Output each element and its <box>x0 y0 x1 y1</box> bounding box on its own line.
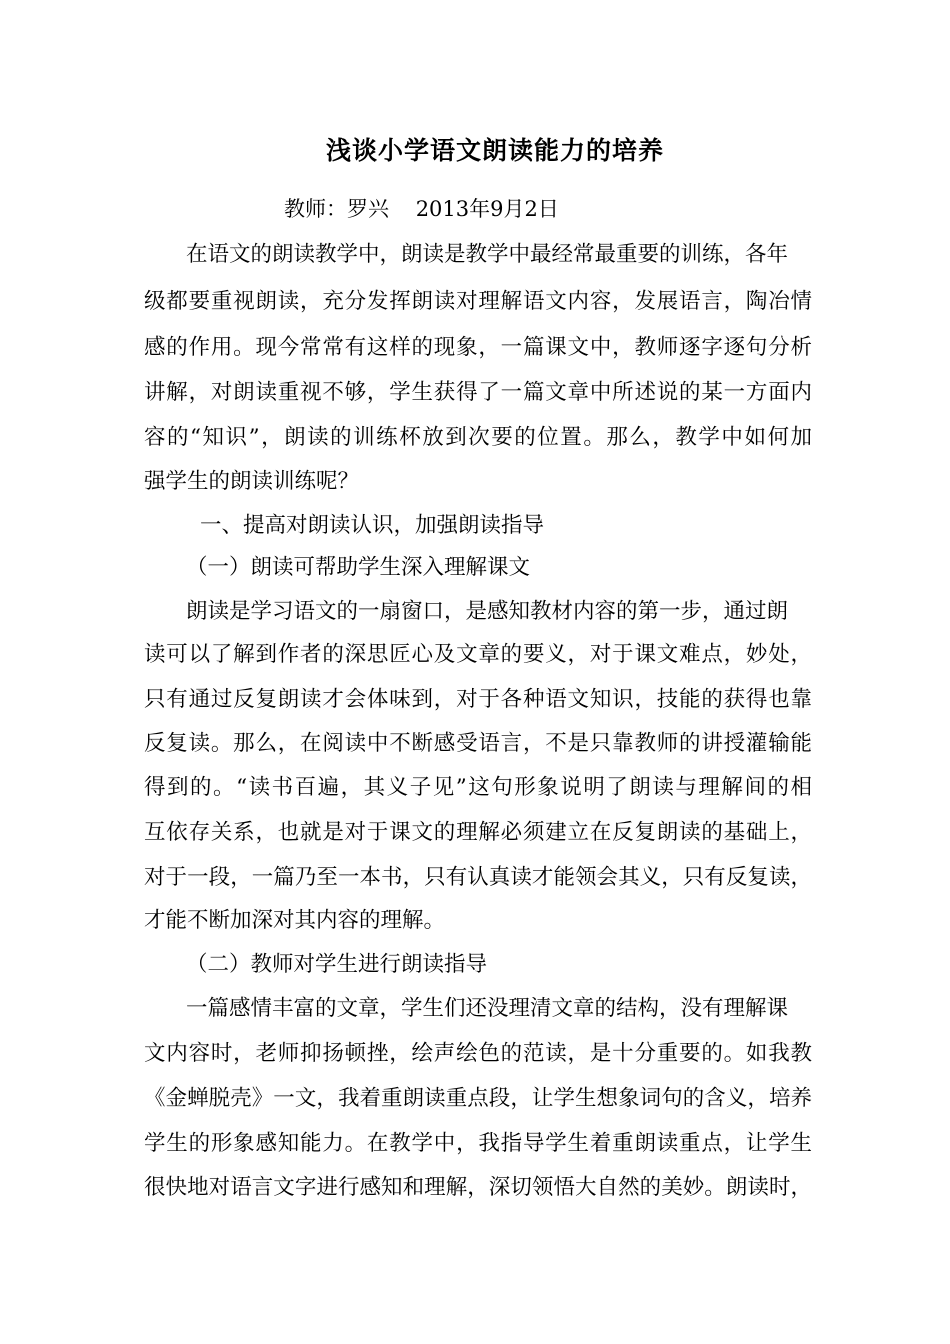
paragraph-line: 容的“知识”，朗读的训练杯放到次要的位置。那么，教学中如何加 <box>144 425 812 450</box>
subsection-heading: （二）教师对学生进行朗读指导 <box>186 952 488 977</box>
document-title: 浅谈小学语文朗读能力的培养 <box>325 136 664 165</box>
subsection-heading: （一）朗读可帮助学生深入理解课文 <box>186 555 531 580</box>
paragraph-line: 强学生的朗读训练呢？ <box>144 469 360 494</box>
paragraph-line: 互依存关系，也就是对于课文的理解必须建立在反复朗读的基础上， <box>144 820 812 845</box>
paragraph-line: 才能不断加深对其内容的理解。 <box>144 908 446 933</box>
paragraph-line: 只有通过反复朗读才会体味到，对于各种语文知识，技能的获得也靠 <box>144 687 812 712</box>
paragraph-line: 在语文的朗读教学中，朗读是教学中最经常最重要的训练，各年 <box>186 242 789 267</box>
paragraph-line: 得到的。“读书百遍，其义子见”这句形象说明了朗读与理解间的相 <box>144 775 812 800</box>
paragraph-line: 学生的形象感知能力。在教学中，我指导学生着重朗读重点，让学生 <box>144 1131 812 1156</box>
paragraph-line: 级都要重视朗读，充分发挥朗读对理解语文内容，发展语言，陶冶情 <box>144 289 812 314</box>
paragraph-line: 反复读。那么，在阅读中不断感受语言，不是只靠教师的讲授灌输能 <box>144 731 812 756</box>
author-date-line: 教师：罗兴 2013年9月2日 <box>284 197 559 221</box>
paragraph-line: 文内容时，老师抑扬顿挫，绘声绘色的范读，是十分重要的。如我教 <box>144 1041 812 1066</box>
paragraph-line: 感的作用。现今常常有这样的现象，一篇课文中，教师逐字逐句分析 <box>144 335 812 360</box>
paragraph-line: 对于一段，一篇乃至一本书，只有认真读才能领会其义，只有反复读， <box>144 865 812 890</box>
section-heading: 一、提高对朗读认识，加强朗读指导 <box>200 513 545 538</box>
paragraph-line: 《金蝉脱壳》一文，我着重朗读重点段，让学生想象词句的含义，培养 <box>144 1086 812 1111</box>
paragraph-line: 很快地对语言文字进行感知和理解，深切领悟大自然的美妙。朗读时， <box>144 1175 812 1200</box>
paragraph-line: 朗读是学习语文的一扇窗口，是感知教材内容的第一步，通过朗 <box>186 599 789 624</box>
paragraph-line: 讲解，对朗读重视不够，学生获得了一篇文章中所述说的某一方面内 <box>144 380 812 405</box>
paragraph-line: 一篇感情丰富的文章，学生们还没理清文章的结构，没有理解课 <box>186 996 789 1021</box>
paragraph-line: 读可以了解到作者的深思匠心及文章的要义，对于课文难点，妙处， <box>144 642 812 667</box>
